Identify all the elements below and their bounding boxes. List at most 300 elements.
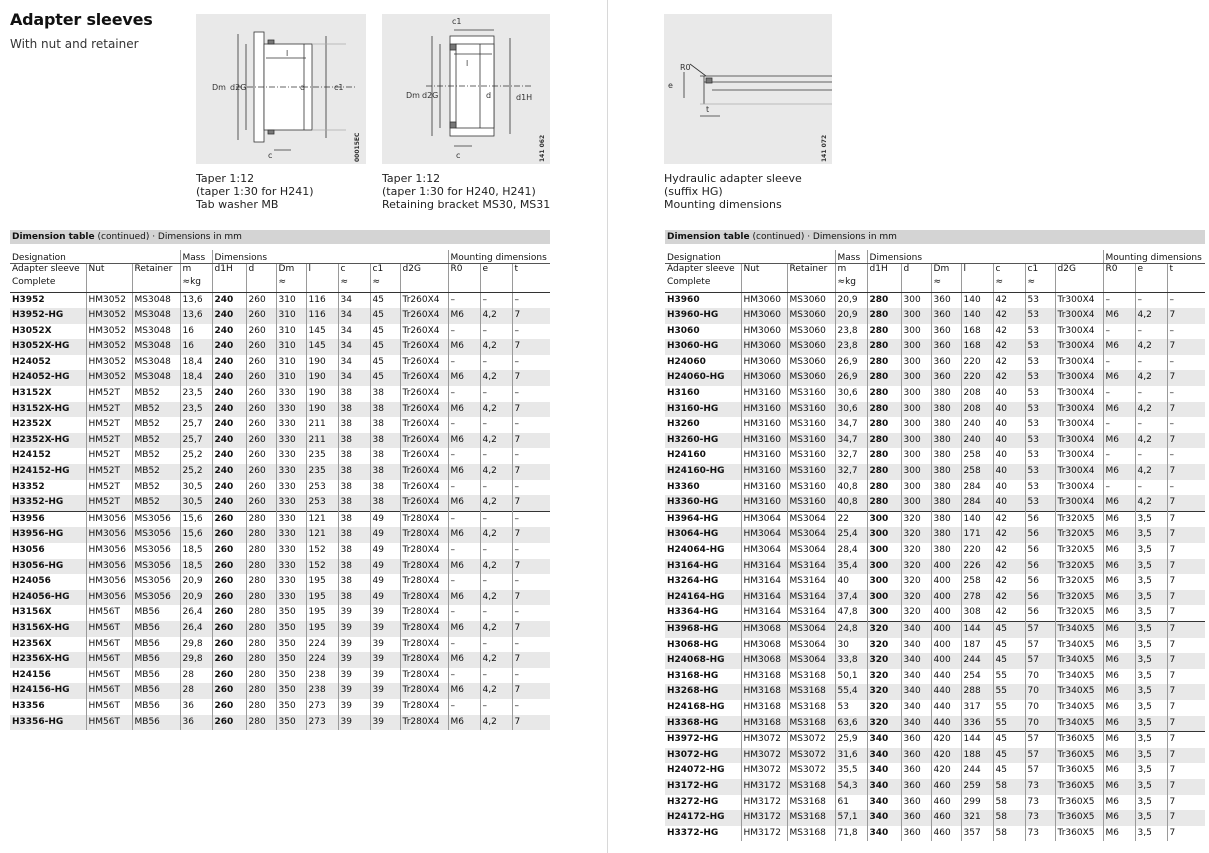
table-cell: 260 bbox=[212, 621, 246, 637]
table-cell: M6 bbox=[1103, 527, 1135, 543]
table-cell: HM3068 bbox=[741, 653, 787, 669]
table-cell: HM52T bbox=[86, 448, 132, 464]
table-cell: 53 bbox=[1025, 417, 1055, 433]
table-cell: 340 bbox=[901, 653, 931, 669]
table-cell: 38 bbox=[338, 402, 370, 418]
table-cell: 39 bbox=[370, 699, 400, 715]
table-row bbox=[665, 826, 1205, 842]
table-cell: 7 bbox=[1167, 779, 1205, 795]
table-cell: 45 bbox=[993, 621, 1025, 637]
table-caption-title: Dimension table bbox=[667, 232, 750, 242]
table-cell: 57 bbox=[1025, 748, 1055, 764]
table-cell: 57 bbox=[1025, 638, 1055, 654]
table-cell: – bbox=[480, 543, 512, 559]
table-cell: HM3052 bbox=[86, 308, 132, 324]
table-cell: 260 bbox=[212, 543, 246, 559]
table-cell: 226 bbox=[961, 559, 993, 575]
table-cell: 4,2 bbox=[1135, 370, 1167, 386]
table-cell: 320 bbox=[901, 605, 931, 621]
table-cell: 20,9 bbox=[180, 590, 212, 606]
table-cell: 4,2 bbox=[480, 464, 512, 480]
table-row bbox=[665, 480, 1205, 496]
table-cell: MS3160 bbox=[787, 480, 835, 496]
table-cell: 140 bbox=[961, 292, 993, 308]
table-cell: 300 bbox=[901, 370, 931, 386]
table-cell: 42 bbox=[993, 574, 1025, 590]
table-cell: 38 bbox=[370, 480, 400, 496]
table-cell: Tr340X5 bbox=[1055, 700, 1103, 716]
table-cell: 53 bbox=[835, 700, 867, 716]
table-cell: 240 bbox=[212, 448, 246, 464]
table-cell: Tr300X4 bbox=[1055, 308, 1103, 324]
table-cell: Tr280X4 bbox=[400, 543, 448, 559]
table-cell: 144 bbox=[961, 621, 993, 637]
table-cell: 40,8 bbox=[835, 480, 867, 496]
table-cell: 300 bbox=[867, 527, 901, 543]
table-cell: 240 bbox=[961, 433, 993, 449]
table-cell: M6 bbox=[1103, 779, 1135, 795]
table-cell: 299 bbox=[961, 795, 993, 811]
table-cell: 288 bbox=[961, 684, 993, 700]
table-cell: H3272-HG bbox=[665, 795, 741, 811]
table-caption-rest: (continued) · Dimensions in mm bbox=[94, 232, 242, 242]
table-row bbox=[10, 527, 550, 543]
table-cell: MS3060 bbox=[787, 339, 835, 355]
table-cell: H3160 bbox=[665, 386, 741, 402]
table-cell: H24152 bbox=[10, 448, 86, 464]
table-cell: H24152-HG bbox=[10, 464, 86, 480]
table-cell: – bbox=[514, 700, 520, 711]
table-cell: HM3056 bbox=[86, 527, 132, 543]
table-cell: 45 bbox=[370, 324, 400, 340]
table-cell: Tr280X4 bbox=[400, 621, 448, 637]
figure-hydraulic-sleeve bbox=[664, 14, 832, 164]
table-cell: – bbox=[514, 545, 520, 555]
col-c-approx: ≈ bbox=[338, 277, 370, 292]
table-cell: 253 bbox=[306, 480, 338, 496]
table-cell: Tr260X4 bbox=[400, 308, 448, 324]
table-cell: 4,2 bbox=[480, 402, 512, 418]
table-cell: H3168-HG bbox=[665, 669, 741, 685]
table-cell: 380 bbox=[931, 543, 961, 559]
table-cell: Tr280X4 bbox=[400, 637, 448, 653]
col-m: m bbox=[835, 263, 867, 277]
table-cell: MB56 bbox=[132, 699, 180, 715]
table-cell: M6 bbox=[448, 495, 480, 511]
table-cell: 3,5 bbox=[1135, 810, 1167, 826]
table-cell: 38 bbox=[370, 495, 400, 511]
table-cell: H3156X-HG bbox=[10, 621, 86, 637]
table-cell: 240 bbox=[212, 324, 246, 340]
table-cell: M6 bbox=[1103, 464, 1135, 480]
figure-code: 141 072 bbox=[821, 134, 828, 162]
dimensions-header: Dimensions bbox=[867, 247, 1103, 263]
table-cell: 280 bbox=[867, 433, 901, 449]
table-cell: 7 bbox=[512, 402, 550, 418]
table-cell: – bbox=[448, 292, 480, 308]
table-cell: Tr260X4 bbox=[400, 464, 448, 480]
table-cell: 7 bbox=[1167, 339, 1205, 355]
table-cell: 53 bbox=[1025, 464, 1055, 480]
table-cell: 42 bbox=[993, 605, 1025, 621]
table-cell: 45 bbox=[993, 732, 1025, 748]
table-cell: MS3072 bbox=[787, 732, 835, 748]
table-cell: 259 bbox=[961, 779, 993, 795]
table-cell: Tr260X4 bbox=[400, 292, 448, 308]
table-cell: 39 bbox=[370, 668, 400, 684]
table-row bbox=[10, 590, 550, 606]
table-row bbox=[665, 464, 1205, 480]
table-cell: 38 bbox=[338, 527, 370, 543]
table-cell: 224 bbox=[306, 652, 338, 668]
designation-header: Designation bbox=[665, 247, 835, 263]
col-kg: ≈kg bbox=[180, 277, 212, 292]
table-cell: 240 bbox=[961, 417, 993, 433]
table-cell: 7 bbox=[1169, 796, 1176, 807]
table-cell: 3,5 bbox=[1135, 763, 1167, 779]
table-row bbox=[665, 732, 1205, 748]
table-cell: 310 bbox=[276, 355, 306, 371]
table-cell: – bbox=[1135, 417, 1167, 433]
table-cell: 258 bbox=[961, 464, 993, 480]
table-cell: 400 bbox=[931, 605, 961, 621]
table-cell: HM3056 bbox=[86, 543, 132, 559]
table-cell: MB56 bbox=[132, 621, 180, 637]
table-row bbox=[10, 480, 550, 496]
table-cell: 260 bbox=[212, 527, 246, 543]
table-cell: HM3160 bbox=[741, 480, 787, 496]
table-cell: 42 bbox=[993, 511, 1025, 527]
table-row bbox=[665, 590, 1205, 606]
table-cell: 330 bbox=[276, 511, 306, 527]
table-cell: 7 bbox=[512, 652, 550, 668]
table-cell: 45 bbox=[993, 653, 1025, 669]
table-cell: 460 bbox=[931, 779, 961, 795]
table-cell: 23,8 bbox=[835, 339, 867, 355]
table-cell: H2352X bbox=[10, 417, 86, 433]
table-cell: 330 bbox=[276, 433, 306, 449]
table-cell: 38 bbox=[338, 464, 370, 480]
table-cell: 4,2 bbox=[480, 308, 512, 324]
table-row bbox=[665, 370, 1205, 386]
table-cell: 380 bbox=[931, 511, 961, 527]
table-cell: – bbox=[1103, 355, 1135, 371]
table-cell: 7 bbox=[512, 339, 550, 355]
table-cell: 300 bbox=[901, 464, 931, 480]
table-cell: 30,6 bbox=[835, 386, 867, 402]
table-row bbox=[665, 638, 1205, 654]
table-cell: H3152X-HG bbox=[10, 402, 86, 418]
table-row bbox=[665, 543, 1205, 559]
table-cell: H3968-HG bbox=[665, 621, 741, 637]
table-cell: Tr320X5 bbox=[1055, 511, 1103, 527]
c-label: c bbox=[268, 151, 273, 160]
table-cell: 420 bbox=[931, 748, 961, 764]
figure-retaining-bracket bbox=[382, 14, 550, 164]
table-cell: Tr360X5 bbox=[1055, 732, 1103, 748]
table-cell: 25,9 bbox=[835, 732, 867, 748]
table-cell: MB52 bbox=[132, 402, 180, 418]
col-retainer: Retainer bbox=[132, 263, 180, 277]
table-cell: 300 bbox=[901, 433, 931, 449]
table-cell: 440 bbox=[931, 716, 961, 732]
table-cell: HM3064 bbox=[741, 511, 787, 527]
table-cell: 310 bbox=[276, 292, 306, 308]
table-cell: 4,2 bbox=[1135, 495, 1167, 511]
table-cell: 73 bbox=[1025, 779, 1055, 795]
col-r0: R0 bbox=[1103, 263, 1135, 277]
figure-code: 00015EC bbox=[354, 132, 361, 162]
table-cell: 260 bbox=[246, 355, 276, 371]
table-cell: M6 bbox=[448, 652, 480, 668]
table-cell: H24056-HG bbox=[10, 590, 86, 606]
table-cell: 300 bbox=[867, 511, 901, 527]
col-adapter-sleeve: Adapter sleeve bbox=[665, 263, 741, 277]
table-cell: 70 bbox=[1025, 716, 1055, 732]
table-cell: 284 bbox=[961, 480, 993, 496]
table-cell: – bbox=[480, 417, 512, 433]
table-cell: MB56 bbox=[132, 605, 180, 621]
table-cell: 4,2 bbox=[1135, 464, 1167, 480]
col-nut: Nut bbox=[741, 263, 787, 277]
table-cell: 140 bbox=[961, 308, 993, 324]
table-cell: 340 bbox=[901, 700, 931, 716]
table-cell: 240 bbox=[212, 308, 246, 324]
col-adapter-sleeve: Adapter sleeve bbox=[10, 263, 86, 277]
table-row bbox=[10, 495, 550, 511]
table-cell: 30 bbox=[835, 638, 867, 654]
table-cell: – bbox=[514, 576, 520, 587]
table-cell: 280 bbox=[246, 543, 276, 559]
table-cell: 7 bbox=[512, 433, 550, 449]
table-cell: 13,6 bbox=[180, 308, 212, 324]
table-cell: 220 bbox=[961, 543, 993, 559]
table-cell: 260 bbox=[212, 590, 246, 606]
table-cell: HM3168 bbox=[741, 716, 787, 732]
table-cell: 280 bbox=[246, 715, 276, 731]
table-cell: M6 bbox=[448, 308, 480, 324]
table-cell: HM3052 bbox=[86, 370, 132, 386]
table-cell: Tr360X5 bbox=[1055, 810, 1103, 826]
table-row bbox=[10, 715, 550, 731]
table-cell: 39 bbox=[338, 621, 370, 637]
table-cell: 58 bbox=[993, 810, 1025, 826]
table-cell: 280 bbox=[246, 590, 276, 606]
table-row bbox=[665, 700, 1205, 716]
table-cell: M6 bbox=[448, 339, 480, 355]
table-cell: 42 bbox=[993, 527, 1025, 543]
table-cell: 260 bbox=[246, 417, 276, 433]
table-cell: – bbox=[448, 324, 480, 340]
table-cell: 3,5 bbox=[1135, 559, 1167, 575]
table-cell: 3,5 bbox=[1135, 574, 1167, 590]
table-cell: 39 bbox=[338, 668, 370, 684]
table-cell: 260 bbox=[212, 652, 246, 668]
col-complete: Complete bbox=[665, 277, 741, 292]
r0-label: R0 bbox=[680, 63, 691, 72]
table-cell: 320 bbox=[867, 684, 901, 700]
dimension-table bbox=[665, 244, 1205, 841]
table-cell: – bbox=[1169, 356, 1175, 367]
table-cell: 7 bbox=[1169, 576, 1176, 587]
table-cell: 28 bbox=[180, 683, 212, 699]
col-dm: Dm bbox=[276, 263, 306, 277]
table-cell: H3372-HG bbox=[665, 826, 741, 842]
table-cell: Tr260X4 bbox=[400, 417, 448, 433]
table-cell: 7 bbox=[1169, 607, 1176, 618]
table-row bbox=[10, 668, 550, 684]
table-cell: 42 bbox=[993, 559, 1025, 575]
table-cell: 7 bbox=[512, 370, 550, 386]
table-cell: 15,6 bbox=[180, 511, 212, 527]
table-cell: Tr260X4 bbox=[400, 495, 448, 511]
table-cell: 168 bbox=[961, 324, 993, 340]
table-cell: 3,5 bbox=[1135, 590, 1167, 606]
table-cell: HM3060 bbox=[741, 308, 787, 324]
table-cell: 350 bbox=[276, 621, 306, 637]
table-cell: HM3164 bbox=[741, 590, 787, 606]
table-cell: 300 bbox=[901, 402, 931, 418]
table-cell: H3260-HG bbox=[665, 433, 741, 449]
table-cell: 310 bbox=[276, 308, 306, 324]
table-cell: 116 bbox=[306, 308, 338, 324]
table-cell: 340 bbox=[901, 684, 931, 700]
table-cell: 360 bbox=[931, 324, 961, 340]
table-cell: 49 bbox=[370, 590, 400, 606]
table-cell: 240 bbox=[212, 402, 246, 418]
table-cell: 53 bbox=[1025, 370, 1055, 386]
table-cell: 28,4 bbox=[835, 543, 867, 559]
table-cell: Tr280X4 bbox=[400, 652, 448, 668]
table-cell: 211 bbox=[306, 433, 338, 449]
table-row bbox=[665, 605, 1205, 621]
table-cell: – bbox=[514, 481, 520, 492]
table-cell: 55 bbox=[993, 669, 1025, 685]
table-cell: 73 bbox=[1025, 795, 1055, 811]
table-cell: 300 bbox=[901, 339, 931, 355]
table-cell: 30,6 bbox=[835, 402, 867, 418]
table-cell: 18,4 bbox=[180, 355, 212, 371]
table-cell: 121 bbox=[306, 511, 338, 527]
table-cell: 7 bbox=[512, 590, 550, 606]
table-cell: HM3052 bbox=[86, 339, 132, 355]
e-label: e bbox=[668, 81, 673, 90]
col-t: t bbox=[1169, 263, 1174, 274]
table-cell: 320 bbox=[867, 638, 901, 654]
table-cell: 25,2 bbox=[180, 464, 212, 480]
table-row bbox=[665, 779, 1205, 795]
table-cell: 34 bbox=[338, 324, 370, 340]
table-cell: 144 bbox=[961, 732, 993, 748]
col-c1: c1 bbox=[370, 263, 400, 277]
table-cell: 4,2 bbox=[480, 715, 512, 731]
table-cell: MS3064 bbox=[787, 511, 835, 527]
table-cell: 36 bbox=[180, 715, 212, 731]
table-cell: 320 bbox=[867, 653, 901, 669]
table-cell: – bbox=[1169, 419, 1175, 430]
table-cell: – bbox=[1135, 480, 1167, 496]
table-cell: 28 bbox=[180, 668, 212, 684]
table-cell: H3964-HG bbox=[665, 511, 741, 527]
table-cell: 45 bbox=[370, 339, 400, 355]
table-cell: 280 bbox=[246, 683, 276, 699]
col-d1h: d1H bbox=[212, 263, 246, 277]
table-cell: Tr260X4 bbox=[400, 370, 448, 386]
table-cell: 350 bbox=[276, 637, 306, 653]
table-cell: – bbox=[480, 699, 512, 715]
table-row bbox=[665, 402, 1205, 418]
table-row bbox=[10, 402, 550, 418]
table-cell: 273 bbox=[306, 699, 338, 715]
table-cell: – bbox=[480, 386, 512, 402]
table-cell: 260 bbox=[212, 668, 246, 684]
col-t: t bbox=[514, 263, 519, 274]
table-cell: 7 bbox=[1167, 495, 1205, 511]
table-cell: 55 bbox=[993, 684, 1025, 700]
table-cell: 380 bbox=[931, 480, 961, 496]
table-cell: 39 bbox=[370, 715, 400, 731]
table-cell: MS3048 bbox=[132, 339, 180, 355]
table-cell: HM3060 bbox=[741, 355, 787, 371]
table-cell: 45 bbox=[993, 638, 1025, 654]
table-cell: 320 bbox=[901, 559, 931, 575]
table-cell: Tr300X4 bbox=[1055, 433, 1103, 449]
table-cell: 260 bbox=[212, 699, 246, 715]
table-cell: 39 bbox=[338, 715, 370, 731]
table-cell: H24052-HG bbox=[10, 370, 86, 386]
table-row bbox=[10, 433, 550, 449]
table-cell: 56 bbox=[1025, 605, 1055, 621]
table-cell: 53 bbox=[1025, 480, 1055, 496]
table-cell: 340 bbox=[867, 732, 901, 748]
table-cell: 152 bbox=[306, 543, 338, 559]
table-cell: 460 bbox=[931, 810, 961, 826]
table-cell: 340 bbox=[867, 795, 901, 811]
table-caption bbox=[10, 230, 550, 244]
table-cell: HM52T bbox=[86, 495, 132, 511]
table-cell: 321 bbox=[961, 810, 993, 826]
table-cell: 360 bbox=[901, 810, 931, 826]
table-cell: H24156-HG bbox=[10, 683, 86, 699]
table-cell: MS3160 bbox=[787, 433, 835, 449]
table-cell: 260 bbox=[212, 605, 246, 621]
table-cell: 350 bbox=[276, 668, 306, 684]
table-cell: 3,5 bbox=[1135, 748, 1167, 764]
table-cell: 39 bbox=[338, 605, 370, 621]
table-cell: 280 bbox=[867, 292, 901, 308]
table-cell: 168 bbox=[961, 339, 993, 355]
table-cell: MB56 bbox=[132, 683, 180, 699]
table-cell: 70 bbox=[1025, 700, 1055, 716]
table-cell: 7 bbox=[1167, 748, 1205, 764]
col-d: d bbox=[901, 263, 931, 277]
table-row bbox=[10, 574, 550, 590]
table-cell: M6 bbox=[448, 621, 480, 637]
table-cell: 7 bbox=[1167, 716, 1205, 732]
table-cell: MS3048 bbox=[132, 355, 180, 371]
table-cell: 380 bbox=[931, 464, 961, 480]
table-cell: H3056-HG bbox=[10, 559, 86, 575]
table-cell: 238 bbox=[306, 668, 338, 684]
table-cell: HM3160 bbox=[741, 448, 787, 464]
table-cell: Tr300X4 bbox=[1055, 448, 1103, 464]
table-cell: 4,2 bbox=[480, 495, 512, 511]
table-cell: 280 bbox=[867, 370, 901, 386]
table-cell: MS3060 bbox=[787, 292, 835, 308]
l-label: l bbox=[286, 49, 289, 58]
col-d2g: d2G bbox=[400, 263, 448, 277]
table-cell: 360 bbox=[931, 339, 961, 355]
